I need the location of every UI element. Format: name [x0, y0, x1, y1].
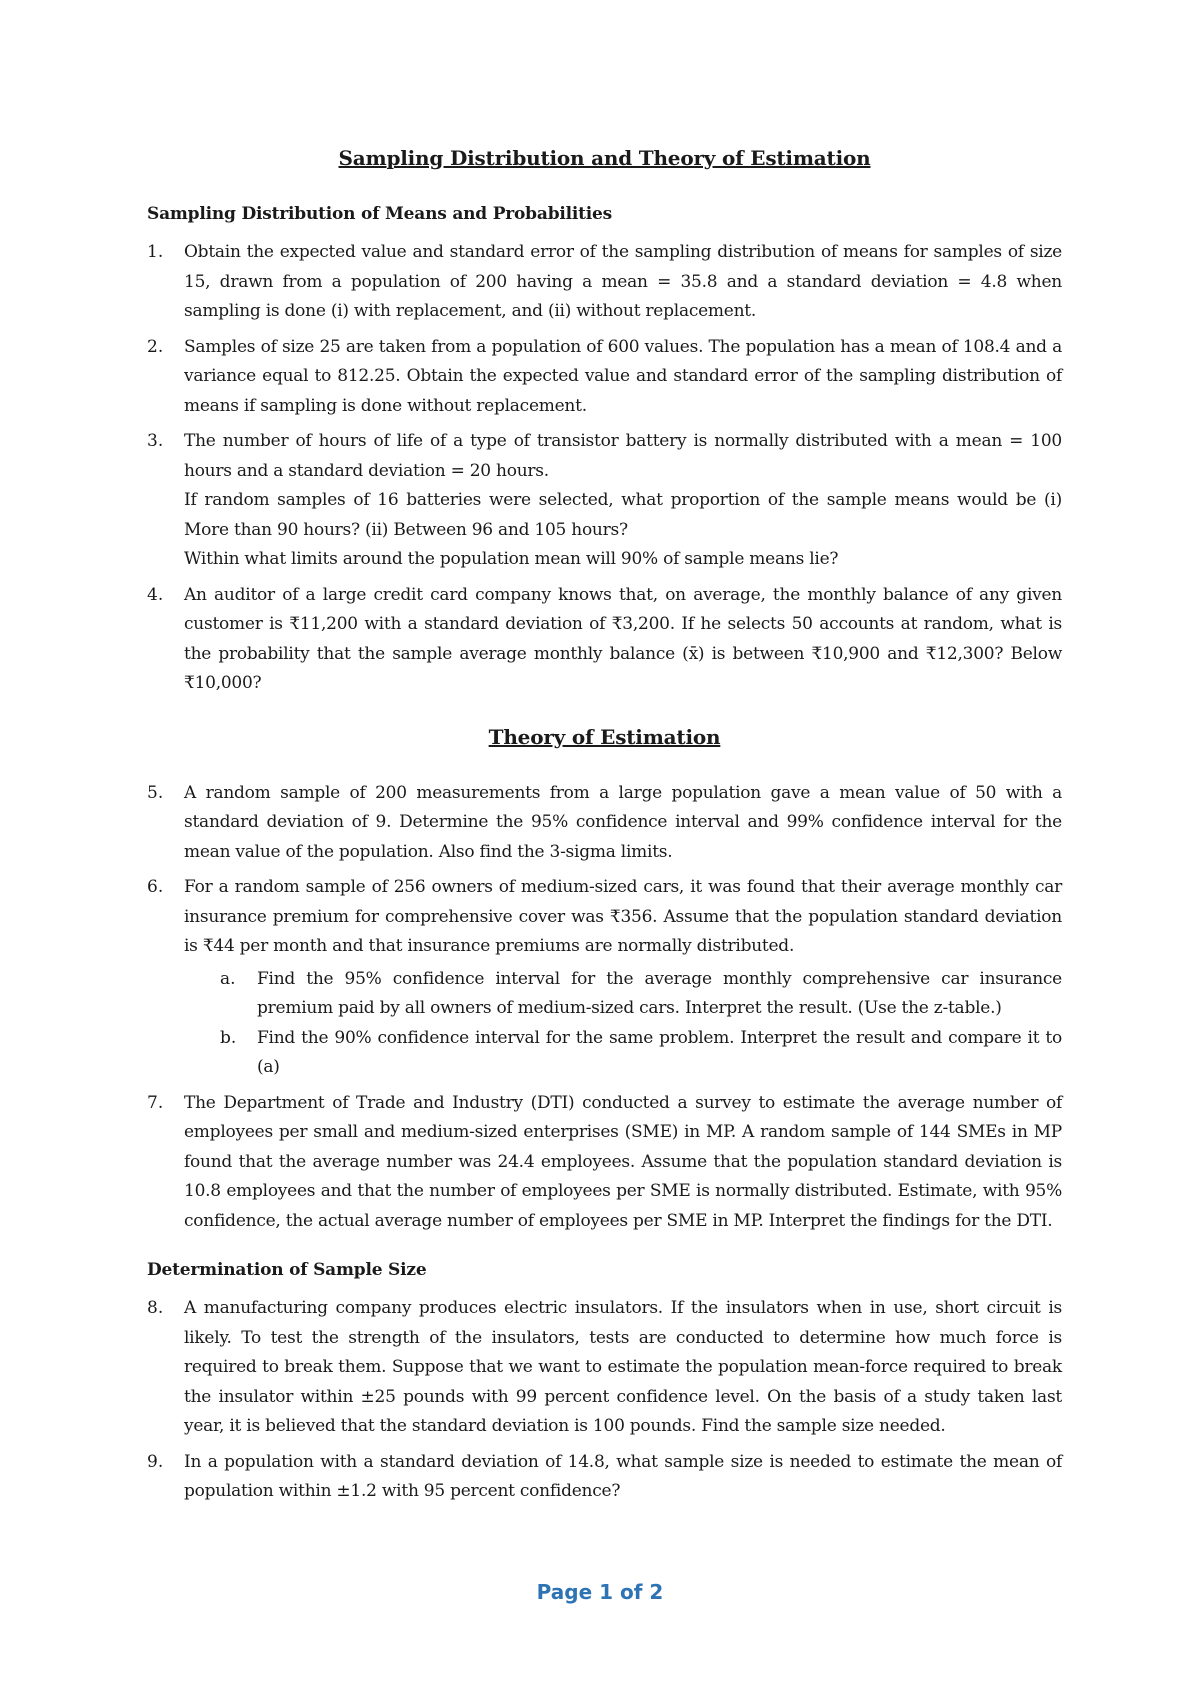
sub-question-letter: b.	[220, 1027, 237, 1048]
sub-question-list	[184, 965, 1062, 1083]
question-number: 7.	[147, 1092, 164, 1113]
section-title-theory-of-estimation: Theory of Estimation	[488, 724, 721, 749]
question-number: 3.	[147, 431, 164, 451]
question-text-line-3: Within what limits around the population mean will 90% of sample means lie?	[184, 549, 839, 569]
section-heading-sample-size: Determination of Sample Size	[147, 1260, 427, 1280]
question-text: For a random sample of 256 owners of medium-sized cars, it was found that their average monthly car insurance premium for comprehensive cover was ₹356. Assume that the population standard deviation is ₹44 per month and that insurance premiums are normally distributed.	[184, 877, 1062, 956]
sub-question-a	[184, 965, 1062, 1024]
question-text	[184, 427, 1062, 575]
question-number: 5.	[147, 782, 164, 803]
question-text: In a population with a standard deviation of 14.8, what sample size is needed to estimate the mean of population within ±1.2 with 95 percent confidence?	[184, 1451, 1062, 1501]
question-5	[147, 779, 1062, 868]
question-number: 1.	[147, 242, 164, 262]
question-text-line-2: If random samples of 16 batteries were selected, what proportion of the sample means would be (i) More than 90 hours? (ii) Between 96 and 105 hours?	[184, 490, 1062, 540]
question-text: The Department of Trade and Industry (DTI) conducted a survey to estimate the average number of employees per small and medium-sized enterprises (SME) in MP. A random sample of 144 SMEs in MP found that the average number was 24.4 employees. Assume that the population standard deviation is 10.8 employees and that the number of employees per SME is normally distributed. Estimate, with 95% confidence, the actual average number of employees per SME in MP. Interpret the findings for the DTI.	[184, 1092, 1062, 1231]
question-1	[147, 238, 1062, 327]
sub-question-b	[184, 1024, 1062, 1083]
question-list-section-2	[147, 779, 1062, 1237]
sub-question-letter: a.	[220, 968, 236, 989]
question-number: 2.	[147, 336, 164, 357]
question-text: A random sample of 200 measurements from a large population gave a mean value of 50 with a standard deviation of 9. Determine the 95% confidence interval and 99% confidence interval for the mean value of the population. Also find the 3-sigma limits.	[184, 782, 1062, 862]
question-list-section-1	[147, 238, 1062, 699]
sub-question-text: Find the 90% confidence interval for the same problem. Interpret the result and compare it to (a)	[257, 1027, 1062, 1077]
question-8	[147, 1294, 1062, 1442]
question-text: Samples of size 25 are taken from a population of 600 values. The population has a mean of 108.4 and a variance equal to 812.25. Obtain the expected value and standard error of the sampling distribution of means if sampling is done without replacement.	[184, 336, 1062, 416]
question-7	[147, 1089, 1062, 1237]
question-2	[147, 333, 1062, 422]
sub-question-text: Find the 95% confidence interval for the average monthly comprehensive car insurance premium paid by all owners of medium-sized cars. Interpret the result. (Use the z-table.)	[257, 968, 1062, 1018]
question-list-section-3	[147, 1294, 1062, 1507]
page-number-text: Page 1 of 2	[536, 1580, 664, 1604]
question-4	[147, 581, 1062, 699]
section-heading-sampling-distribution: Sampling Distribution of Means and Probabilities	[147, 204, 613, 224]
question-number: 9.	[147, 1451, 164, 1472]
question-text-line-1: The number of hours of life of a type of transistor battery is normally distributed with a mean = 100 hours and a standard deviation = 20 hours.	[184, 431, 1062, 481]
document-title: Sampling Distribution and Theory of Estimation	[338, 146, 871, 170]
question-number: 4.	[147, 584, 164, 605]
question-text: Obtain the expected value and standard error of the sampling distribution of means for samples of size 15, drawn from a population of 200 having a mean = 35.8 and a standard deviation = 4.8 when sampling is done (i) with replacement, and (ii) without replacement.	[184, 242, 1062, 321]
question-3	[147, 427, 1062, 575]
question-text: An auditor of a large credit card company knows that, on average, the monthly balance of any given customer is ₹11,200 with a standard deviation of ₹3,200. If he selects 50 accounts at random, what is the probability that the sample average monthly balance (x̄) is between ₹10,900 and ₹12,300? Below ₹10,000?	[184, 584, 1062, 693]
page-number-footer	[0, 1580, 1200, 1604]
document-content	[147, 146, 1062, 1513]
question-6	[147, 873, 1062, 1083]
question-number: 8.	[147, 1298, 164, 1318]
question-number: 6.	[147, 877, 164, 897]
question-text: A manufacturing company produces electric insulators. If the insulators when in use, short circuit is likely. To test the strength of the insulators, tests are conducted to determine how much force is required to break them. Suppose that we want to estimate the population mean-force required to break the insulator within ±25 pounds with 99 percent confidence level. On the basis of a study taken last year, it is believed that the standard deviation is 100 pounds. Find the sample size needed.	[184, 1298, 1062, 1436]
question-9	[147, 1448, 1062, 1507]
